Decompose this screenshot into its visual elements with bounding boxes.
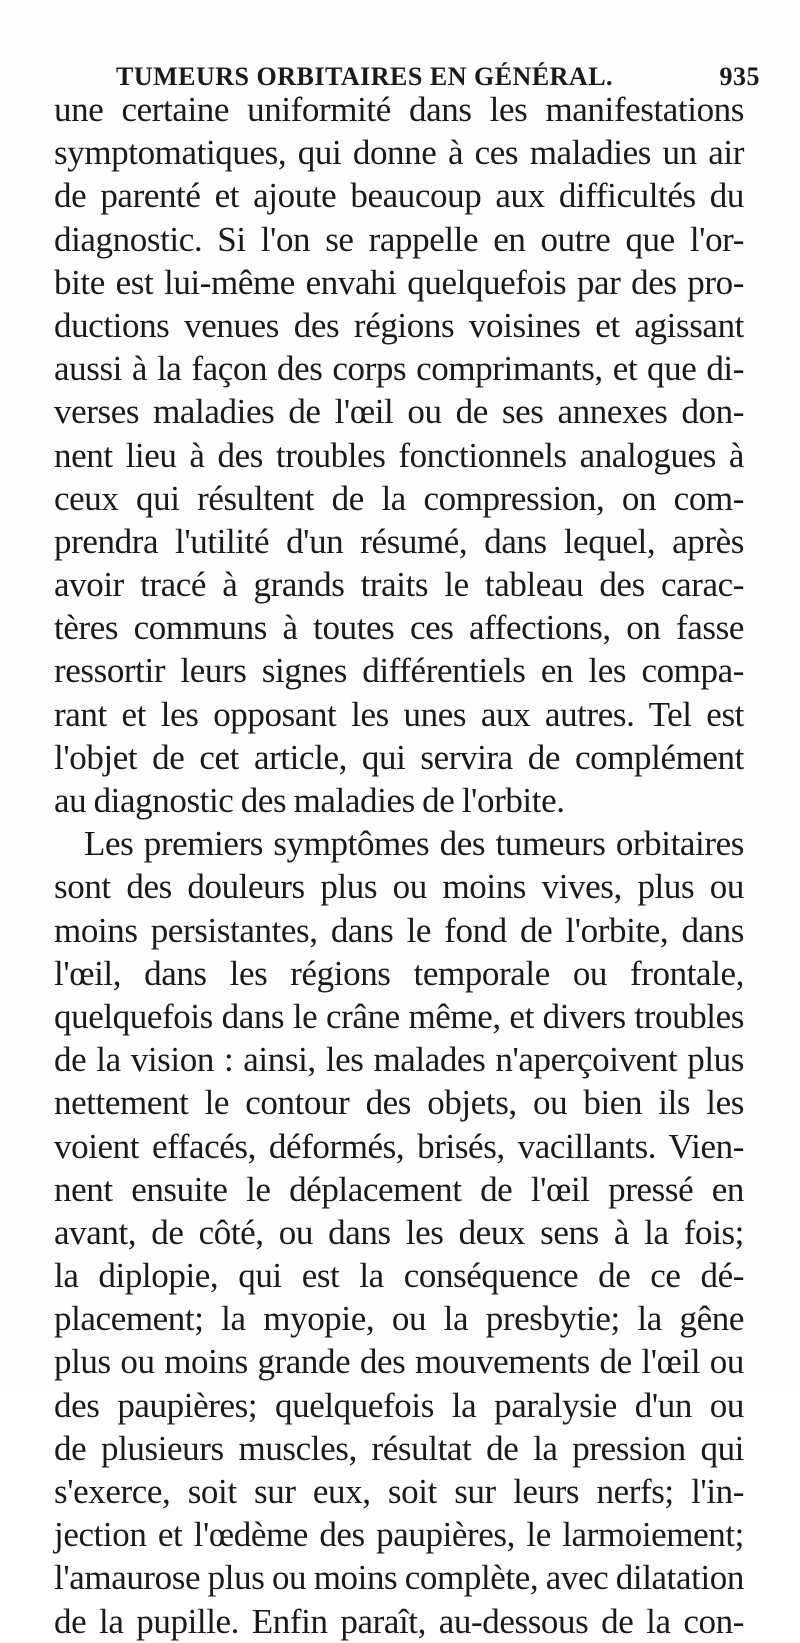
text-line: rant et les opposant les unes aux autres. Tel est bbox=[54, 694, 744, 734]
text-line: l'amaurose plus ou moins complète, avec dilatation bbox=[54, 1558, 744, 1598]
text-line: Les premiers symptômes des tumeurs orbitaires bbox=[84, 824, 744, 864]
body-text bbox=[54, 88, 744, 1643]
text-line: tères communs à toutes ces affections, on fasse bbox=[54, 608, 744, 648]
text-line: une certaine uniformité dans les manifestations bbox=[54, 90, 744, 129]
text-line: jection et l'œdème des paupières, le larmoiement; bbox=[54, 1515, 744, 1555]
text-line: avoir tracé à grands traits le tableau des carac- bbox=[54, 565, 744, 605]
text-line: l'objet de cet article, qui servira de complément bbox=[54, 737, 744, 777]
text-line: de la pupille. Enfin paraît, au-dessous de la con- bbox=[54, 1601, 744, 1641]
text-line: sont des douleurs plus ou moins vives, plus ou bbox=[54, 867, 744, 907]
text-line: verses maladies de l'œil ou de ses annexes don- bbox=[54, 392, 744, 432]
text-line: ressortir leurs signes différentiels en les compa- bbox=[54, 651, 744, 691]
text-line: symptomatiques, qui donne à ces maladies un air bbox=[54, 133, 744, 173]
text-line: de parenté et ajoute beaucoup aux difficultés du bbox=[54, 176, 744, 216]
text-line: de plusieurs muscles, résultat de la pression qui bbox=[54, 1428, 744, 1468]
text-line: prendra l'utilité d'un résumé, dans lequel, après bbox=[54, 521, 744, 561]
text-line: bite est lui-même envahi quelquefois par des pro- bbox=[54, 262, 744, 302]
text-line: nettement le contour des objets, ou bien ils les bbox=[54, 1083, 744, 1123]
text-line: de la vision : ainsi, les malades n'aperçoivent plus bbox=[54, 1040, 744, 1080]
text-line: avant, de côté, ou dans les deux sens à la fois; bbox=[54, 1212, 744, 1252]
text-line: nent ensuite le déplacement de l'œil pressé en bbox=[54, 1169, 744, 1209]
running-title: TUMEURS ORBITAIRES EN GÉNÉRAL. bbox=[116, 62, 614, 91]
text-line: voient effacés, déformés, brisés, vacillants. Vien- bbox=[54, 1126, 744, 1166]
text-line: ductions venues des régions voisines et agissant bbox=[54, 305, 744, 345]
page-number: 935 bbox=[719, 62, 760, 91]
text-line: ceux qui résultent de la compression, on com- bbox=[54, 478, 744, 518]
text-line: quelquefois dans le crâne même, et divers troubles bbox=[54, 996, 744, 1036]
text-line: s'exerce, soit sur eux, soit sur leurs nerfs; l'in- bbox=[54, 1472, 744, 1511]
text-line: diagnostic. Si l'on se rappelle en outre que l'or- bbox=[54, 219, 744, 259]
text-line: au diagnostic des maladies de l'orbite. bbox=[54, 781, 565, 820]
text-line: la diplopie, qui est la conséquence de ce dé- bbox=[54, 1256, 744, 1296]
text-line: plus ou moins grande des mouvements de l'œil ou bbox=[54, 1342, 744, 1382]
text-line: des paupières; quelquefois la paralysie d'un ou bbox=[54, 1385, 744, 1425]
text-line: aussi à la façon des corps comprimants, et que di- bbox=[54, 349, 744, 389]
text-line: nent lieu à des troubles fonctionnels analogues à bbox=[54, 435, 744, 475]
text-line: l'œil, dans les régions temporale ou frontale, bbox=[54, 953, 744, 993]
text-line: placement; la myopie, ou la presbytie; la gêne bbox=[54, 1299, 744, 1339]
text-line: moins persistantes, dans le fond de l'orbite, dans bbox=[54, 910, 744, 950]
